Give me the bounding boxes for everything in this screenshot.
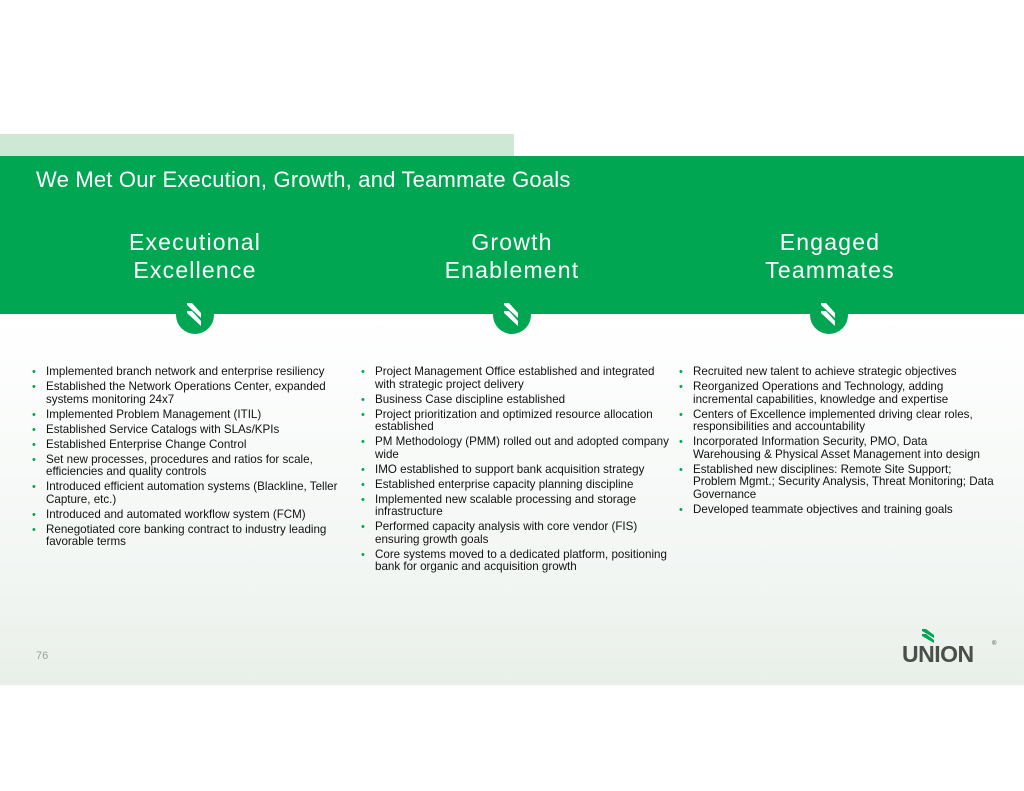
- bullet-item: • Project prioritization and optimized resource allocation established: [357, 409, 675, 434]
- bullet-item: • Incorporated Information Security, PMO, Data Warehousing & Physical Asset Management into design: [675, 436, 995, 461]
- bullet-item: • Established Enterprise Change Control: [28, 439, 346, 452]
- bullet-item: • Business Case discipline established: [357, 394, 675, 407]
- bullet-list-growth-enablement: [357, 366, 675, 576]
- bullet-item: • Implemented branch network and enterprise resiliency: [28, 366, 346, 379]
- column-heading-line: Growth: [471, 229, 553, 255]
- column-heading-line: Excellence: [133, 257, 257, 283]
- bullet-item: • Introduced and automated workflow system (FCM): [28, 509, 346, 522]
- bullet-item: • Recruited new talent to achieve strategic objectives: [675, 366, 995, 379]
- bullet-item: • Renegotiated core banking contract to industry leading favorable terms: [28, 524, 346, 549]
- column-heading-line: Executional: [128, 229, 262, 255]
- bullet-item: • Established enterprise capacity planning discipline: [357, 479, 675, 492]
- page-number: 76: [36, 650, 49, 662]
- slide-title: We Met Our Execution, Growth, and Teammate Goals: [36, 167, 571, 192]
- column-heading-line: Enablement: [444, 257, 580, 283]
- bullet-item: • Implemented Problem Management (ITIL): [28, 409, 346, 422]
- bullet-item: • Established the Network Operations Center, expanded systems monitoring 24x7: [28, 381, 346, 406]
- bullet-item: • Core systems moved to a dedicated platform, positioning bank for organic and acquisition growth: [357, 549, 675, 574]
- bullet-item: • Project Management Office established and integrated with strategic project delivery: [357, 366, 675, 391]
- bullet-item: • Developed teammate objectives and training goals: [675, 504, 995, 517]
- bullet-item: • Reorganized Operations and Technology, adding incremental capabilities, knowledge and expertise: [675, 381, 995, 406]
- bullet-list-executional-excellence: [28, 366, 346, 551]
- bullet-item: • Established new disciplines: Remote Site Support; Problem Mgmt.; Security Analysis, Threat Monitoring; Data Governance: [675, 464, 995, 502]
- bullet-item: • Implemented new scalable processing and storage infrastructure: [357, 494, 675, 519]
- bullet-item: • Performed capacity analysis with core vendor (FIS) ensuring growth goals: [357, 521, 675, 546]
- header-tab-accent: [0, 134, 514, 156]
- registered-mark: ®: [992, 641, 997, 647]
- column-heading-line: Teammates: [765, 257, 895, 283]
- logo-wordmark: UNION: [902, 641, 974, 667]
- column-heading-engaged-teammates: [680, 228, 980, 284]
- column-heading-line: Engaged: [779, 229, 881, 255]
- bullet-item: • IMO established to support bank acquisition strategy: [357, 464, 675, 477]
- union-chevron-icon: [810, 296, 848, 334]
- bullet-item: • Set new processes, procedures and ratios for scale, efficiencies and quality controls: [28, 454, 346, 479]
- bullet-item: • Centers of Excellence implemented driving clear roles, responsibilities and accountability: [675, 409, 995, 434]
- bullet-item: • Introduced efficient automation systems (Blackline, Teller Capture, etc.): [28, 481, 346, 506]
- union-chevron-icon: [176, 296, 214, 334]
- column-heading-growth-enablement: [362, 228, 662, 284]
- bullet-list-engaged-teammates: [675, 366, 995, 519]
- union-logo: [902, 629, 998, 665]
- column-heading-executional-excellence: [45, 228, 345, 284]
- bullet-item: • Established Service Catalogs with SLAs/KPIs: [28, 424, 346, 437]
- union-chevron-icon: [493, 296, 531, 334]
- bullet-item: • PM Methodology (PMM) rolled out and adopted company wide: [357, 436, 675, 461]
